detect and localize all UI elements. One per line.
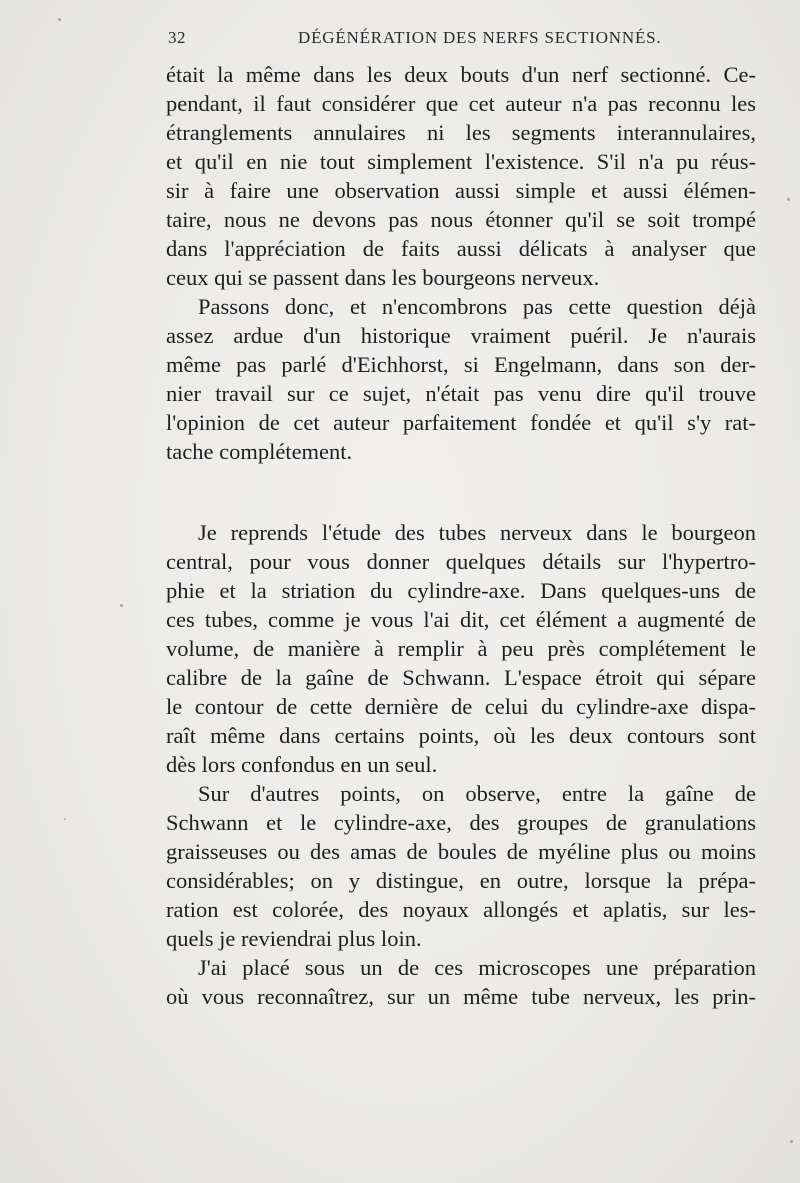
paragraph [166,953,756,1011]
text-line: volume, de manière à remplir à peu près complétement le [166,636,756,661]
text-line: sir à faire une observation aussi simple et aussi élémen- [166,178,756,203]
scan-speck [64,818,66,820]
text-line: dans l'appréciation de faits aussi délicats à analyser que [166,236,756,261]
text-line: et qu'il en nie tout simplement l'existence. S'il n'a pu réus- [166,149,756,174]
text-line: ration est colorée, des noyaux allongés et aplatis, sur les- [166,897,756,922]
text-line: pendant, il faut considérer que cet auteur n'a pas reconnu les [166,91,756,116]
running-title: DÉGÉNÉRATION DES NERFS SECTIONNÉS. [298,28,662,47]
text-line: étranglements annulaires ni les segments interannulaires, [166,120,756,145]
paragraph [166,292,756,466]
text-line: Je reprends l'étude des tubes nerveux dans le bourgeon [198,520,756,545]
text-line: nier travail sur ce sujet, n'était pas venu dire qu'il trouve [166,381,756,406]
text-line: ces tubes, comme je vous l'ai dit, cet élément a augmenté de [166,607,756,632]
scan-speck [58,18,61,21]
page-number: 32 [168,28,186,47]
text-line: ceux qui se passent dans les bourgeons nerveux. [166,265,600,290]
scan-speck [787,198,790,201]
paragraph [166,518,756,779]
text-line: taire, nous ne devons pas nous étonner qu'il se soit trompé [166,207,756,232]
paragraph [166,60,756,292]
text-line: était la même dans les deux bouts d'un nerf sectionné. Ce- [166,62,756,87]
scan-speck [120,604,123,607]
text-line: où vous reconnaîtrez, sur un même tube nerveux, les prin- [166,984,756,1009]
text-line: assez ardue d'un historique vraiment puéril. Je n'aurais [166,323,756,348]
text-line: calibre de la gaîne de Schwann. L'espace étroit qui sépare [166,665,756,690]
text-line: quels je reviendrai plus loin. [166,926,422,951]
page-header [168,28,748,56]
text-line: raît même dans certains points, où les deux contours sont [166,723,756,748]
scan-speck [790,1140,793,1143]
paragraph [166,779,756,953]
text-line: Sur d'autres points, on observe, entre la gaîne de [198,781,756,806]
text-line: le contour de cette dernière de celui du cylindre-axe dispa- [166,694,756,719]
text-line: tache complétement. [166,439,353,464]
text-line: considérables; on y distingue, en outre, lorsque la prépa- [166,868,756,893]
text-line: Schwann et le cylindre-axe, des groupes de granulations [166,810,756,835]
text-line: graisseuses ou des amas de boules de myéline plus ou moins [166,839,756,864]
text-line: Passons donc, et n'encombrons pas cette question déjà [198,294,756,319]
text-line: même pas parlé d'Eichhorst, si Engelmann, dans son der- [166,352,756,377]
text-line: J'ai placé sous un de ces microscopes une préparation [198,955,756,980]
text-line: central, pour vous donner quelques détails sur l'hypertro- [166,549,756,574]
body-text [166,60,756,1011]
text-line: dès lors confondus en un seul. [166,752,438,777]
text-line: l'opinion de cet auteur parfaitement fondée et qu'il s'y rat- [166,410,756,435]
text-line: phie et la striation du cylindre-axe. Dans quelques-uns de [166,578,756,603]
section-gap [166,466,756,518]
